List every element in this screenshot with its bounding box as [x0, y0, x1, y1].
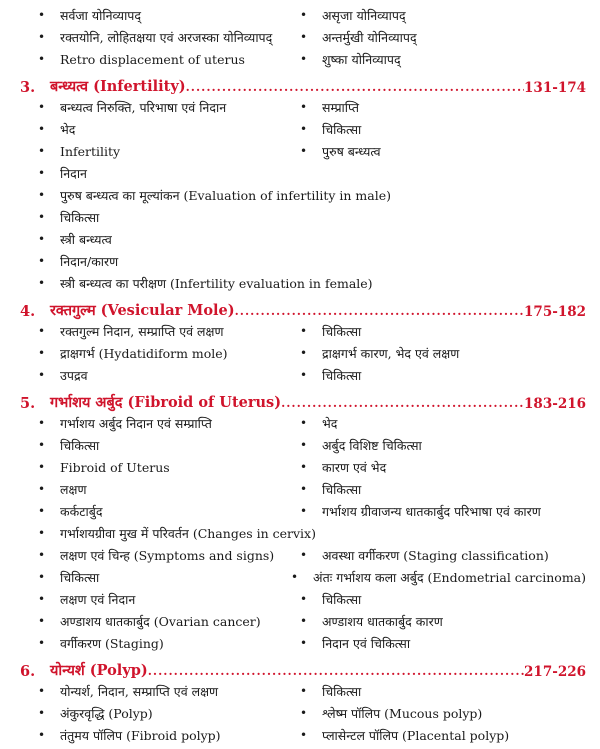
toc-row — [20, 566, 586, 588]
toc-row — [20, 342, 586, 364]
bullet-icon — [38, 122, 60, 140]
toc-row — [20, 162, 586, 184]
toc-entry-right — [300, 142, 586, 162]
toc-row — [20, 522, 586, 544]
toc-entry-left — [20, 590, 300, 610]
toc-entry-left — [20, 458, 300, 478]
bullet-icon — [38, 100, 60, 118]
toc-item: द्राक्षगर्भ कारण, भेद एवं लक्षण — [322, 346, 460, 361]
toc-entry-left — [20, 480, 300, 500]
toc-row — [20, 140, 586, 162]
toc-entry-left — [20, 186, 391, 206]
toc-row — [20, 26, 586, 48]
toc-item: रक्तयोनि, लोहितक्षया एवं अरजस्का योनिव्यापद् — [60, 30, 273, 45]
dot-leader — [148, 664, 524, 680]
toc-row — [20, 588, 586, 610]
toc-item: Retro displacement of uterus — [60, 52, 245, 67]
bullet-icon — [38, 684, 60, 702]
toc-item: चिकित्सा — [322, 482, 362, 497]
toc-entry-right — [300, 414, 586, 434]
section-number: 6. — [20, 663, 36, 680]
bullet-icon — [300, 460, 322, 478]
toc-item: पुरुष बन्ध्यत्व का मूल्यांकन (Evaluation of infertility in male) — [60, 188, 391, 203]
toc-item: सर्वजा योनिव्यापद् — [60, 8, 142, 23]
toc-entry-right — [300, 682, 586, 702]
bullet-icon — [38, 460, 60, 478]
bullet-icon — [300, 438, 322, 456]
toc-item: तंतुमय पॉलिप (Fibroid polyp) — [60, 728, 221, 743]
toc-item: असृजा योनिव्यापद् — [322, 8, 406, 23]
toc-row — [20, 412, 586, 434]
toc-entry-right — [300, 726, 586, 746]
page-range: 183-216 — [524, 396, 586, 412]
page-range: 217-226 — [524, 664, 586, 680]
bullet-icon — [38, 232, 60, 250]
bullet-icon — [300, 504, 322, 522]
bullet-icon — [38, 8, 60, 26]
toc-row — [20, 272, 586, 294]
page-range: 175-182 — [524, 304, 586, 320]
toc-row — [20, 610, 586, 632]
section-number: 3. — [20, 79, 36, 96]
toc-item: Infertility — [60, 144, 121, 159]
toc-row — [20, 544, 586, 566]
bullet-icon — [300, 368, 322, 386]
bullet-icon — [38, 368, 60, 386]
bullet-icon — [300, 144, 322, 162]
bullet-icon — [300, 324, 322, 342]
toc-row — [20, 48, 586, 70]
bullet-icon — [300, 416, 322, 434]
toc-entry-right — [300, 98, 586, 118]
bullet-icon — [38, 592, 60, 610]
bullet-icon — [300, 30, 322, 48]
toc-row — [20, 250, 586, 272]
toc-item: स्त्री बन्ध्यत्व का परीक्षण (Infertility evaluation in female) — [60, 276, 373, 291]
toc-item: वर्गीकरण (Staging) — [60, 636, 164, 651]
bullet-icon — [38, 504, 60, 522]
bullet-icon — [300, 8, 322, 26]
toc-entry-left — [20, 366, 300, 386]
bullet-icon — [300, 636, 322, 654]
dot-leader — [235, 304, 524, 320]
toc-entry-right — [300, 704, 586, 724]
bullet-icon — [300, 52, 322, 70]
toc-item: निदान — [60, 166, 87, 181]
section-title: योन्यर्श (Polyp) — [50, 662, 148, 679]
toc-entry-left — [20, 50, 300, 70]
bullet-icon — [38, 324, 60, 342]
section-title: रक्तगुल्म (Vesicular Mole) — [50, 302, 235, 319]
toc-row — [20, 632, 586, 654]
toc-entry-left — [20, 546, 300, 566]
toc-row — [20, 680, 586, 702]
bullet-icon — [300, 346, 322, 364]
toc-entry-left — [20, 6, 300, 26]
toc-item: निदान/कारण — [60, 254, 119, 269]
dot-leader — [281, 396, 524, 412]
toc-row — [20, 184, 586, 206]
toc-entry-right — [300, 612, 586, 632]
toc-item: अंकुरवृद्धि (Polyp) — [60, 706, 153, 721]
toc-entry-left — [20, 230, 112, 250]
toc-entry-left — [20, 568, 291, 588]
toc-item: चिकित्सा — [322, 684, 362, 699]
toc-row — [20, 206, 586, 228]
toc-entry-right — [300, 436, 586, 456]
toc-item: योन्यर्श, निदान, सम्प्राप्ति एवं लक्षण — [60, 684, 219, 699]
toc-entry-left — [20, 682, 300, 702]
toc-item: चिकित्सा — [60, 570, 100, 585]
toc-entry-left — [20, 634, 300, 654]
bullet-icon — [38, 728, 60, 746]
toc-item: सम्प्राप्ति — [322, 100, 360, 115]
toc-item: चिकित्सा — [322, 324, 362, 339]
dot-leader — [186, 80, 524, 96]
toc-entry-right — [300, 590, 586, 610]
toc-entry-left — [20, 502, 300, 522]
toc-item: गर्भाशय ग्रीवाजन्य धातकार्बुद परिभाषा एवं कारण — [322, 504, 541, 519]
toc-item: उपद्रव — [60, 368, 88, 383]
toc-row — [20, 478, 586, 500]
toc-item: अण्डाशय धातकार्बुद कारण — [322, 614, 443, 629]
toc-item: प्लासेन्टल पॉलिप (Placental polyp) — [322, 728, 510, 743]
bullet-icon — [300, 122, 322, 140]
section-number: 4. — [20, 303, 36, 320]
toc-entry-left — [20, 164, 87, 184]
toc-entry-left — [20, 414, 300, 434]
toc-entry-right — [300, 458, 586, 478]
bullet-icon — [38, 636, 60, 654]
toc-entry-right — [300, 344, 586, 364]
toc-item: चिकित्सा — [322, 368, 362, 383]
bullet-icon — [300, 706, 322, 724]
toc-row — [20, 724, 586, 746]
toc-item: अंतः गर्भाशय कला अर्बुद (Endometrial carcinoma) — [313, 570, 586, 585]
toc-row — [20, 96, 586, 118]
toc-entry-left — [20, 274, 373, 294]
bullet-icon — [38, 706, 60, 724]
section-title: गर्भाशय अर्बुद (Fibroid of Uterus) — [50, 394, 282, 411]
toc-item: भेद — [322, 416, 338, 431]
toc-item: चिकित्सा — [60, 438, 100, 453]
toc-item: बन्ध्यत्व निरुक्ति, परिभाषा एवं निदान — [60, 100, 227, 115]
toc-item: पुरुष बन्ध्यत्व — [322, 144, 381, 159]
section-heading — [20, 388, 586, 412]
bullet-icon — [38, 276, 60, 294]
toc-item: चिकित्सा — [322, 122, 362, 137]
toc-entry-left — [20, 120, 300, 140]
bullet-icon — [38, 526, 60, 544]
toc-entry-right — [300, 366, 586, 386]
toc-entry-left — [20, 252, 118, 272]
toc-row — [20, 434, 586, 456]
bullet-icon — [38, 210, 60, 228]
toc-item: लक्षण एवं चिन्ह (Symptoms and signs) — [60, 548, 275, 563]
toc-entry-left — [20, 344, 300, 364]
section-heading — [20, 296, 586, 320]
bullet-icon — [38, 482, 60, 500]
bullet-icon — [38, 30, 60, 48]
toc-item: Fibroid of Uterus — [60, 460, 170, 475]
bullet-icon — [38, 614, 60, 632]
toc-item: श्लेष्म पॉलिप (Mucous polyp) — [322, 706, 483, 721]
toc-entry-right — [300, 502, 586, 522]
section-number: 5. — [20, 395, 36, 412]
bullet-icon — [300, 614, 322, 632]
toc-entry-right — [300, 28, 586, 48]
bullet-icon — [38, 254, 60, 272]
bullet-icon — [38, 144, 60, 162]
toc-item: अवस्था वर्गीकरण (Staging classification) — [322, 548, 549, 563]
toc-entry-right — [300, 480, 586, 500]
toc-entry-left — [20, 98, 300, 118]
toc-entry-right — [300, 322, 586, 342]
toc-entry-right — [300, 120, 586, 140]
toc-item: लक्षण एवं निदान — [60, 592, 136, 607]
toc-item: कारण एवं भेद — [322, 460, 387, 475]
toc-item: स्त्री बन्ध्यत्व — [60, 232, 112, 247]
toc-row — [20, 4, 586, 26]
toc-row — [20, 228, 586, 250]
toc-item: गर्भाशयग्रीवा मुख में परिवर्तन (Changes in cervix) — [60, 526, 316, 541]
toc-entry-left — [20, 612, 300, 632]
toc-entry-left — [20, 142, 300, 162]
toc-item: अर्बुद विशिष्ट चिकित्सा — [322, 438, 422, 453]
toc-entry-right — [300, 50, 586, 70]
toc-item: लक्षण — [60, 482, 87, 497]
toc-row — [20, 364, 586, 386]
toc-entry-left — [20, 436, 300, 456]
toc-item: गर्भाशय अर्बुद निदान एवं सम्प्राप्ति — [60, 416, 212, 431]
toc-entry-left — [20, 704, 300, 724]
page-range: 131-174 — [524, 80, 586, 96]
bullet-icon — [300, 728, 322, 746]
bullet-icon — [38, 570, 60, 588]
toc-item: रक्तगुल्म निदान, सम्प्राप्ति एवं लक्षण — [60, 324, 224, 339]
bullet-icon — [291, 570, 313, 588]
bullet-icon — [38, 548, 60, 566]
bullet-icon — [300, 100, 322, 118]
section-heading — [20, 656, 586, 680]
toc-item: चिकित्सा — [322, 592, 362, 607]
bullet-icon — [38, 52, 60, 70]
toc-entry-right — [300, 546, 586, 566]
toc-item: चिकित्सा — [60, 210, 100, 225]
bullet-icon — [300, 592, 322, 610]
toc-item: कर्कटार्बुद — [60, 504, 103, 519]
toc-row — [20, 456, 586, 478]
toc-item: शुष्का योनिव्यापद् — [322, 52, 401, 67]
bullet-icon — [38, 166, 60, 184]
toc-item: निदान एवं चिकित्सा — [322, 636, 411, 651]
toc-entry-left — [20, 726, 300, 746]
toc-entry-right — [291, 568, 586, 588]
toc-entry-right — [300, 634, 586, 654]
toc-item: अन्तर्मुखी योनिव्यापद् — [322, 30, 417, 45]
toc-row — [20, 702, 586, 724]
toc-item: भेद — [60, 122, 76, 137]
toc-entry-left — [20, 28, 300, 48]
bullet-icon — [38, 438, 60, 456]
bullet-icon — [38, 416, 60, 434]
bullet-icon — [38, 346, 60, 364]
toc-entry-left — [20, 208, 99, 228]
toc-item: द्राक्षगर्भ (Hydatidiform mole) — [60, 346, 228, 361]
toc-item: अण्डाशय धातकार्बुद (Ovarian cancer) — [60, 614, 261, 629]
bullet-icon — [300, 548, 322, 566]
section-title: बन्ध्यत्व (Infertility) — [50, 78, 186, 95]
toc-row — [20, 500, 586, 522]
bullet-icon — [300, 684, 322, 702]
bullet-icon — [300, 482, 322, 500]
toc-row — [20, 320, 586, 342]
toc-entry-left — [20, 322, 300, 342]
toc-entry-right — [300, 6, 586, 26]
toc-entry-left — [20, 524, 316, 544]
toc-row — [20, 118, 586, 140]
bullet-icon — [38, 188, 60, 206]
section-heading — [20, 72, 586, 96]
